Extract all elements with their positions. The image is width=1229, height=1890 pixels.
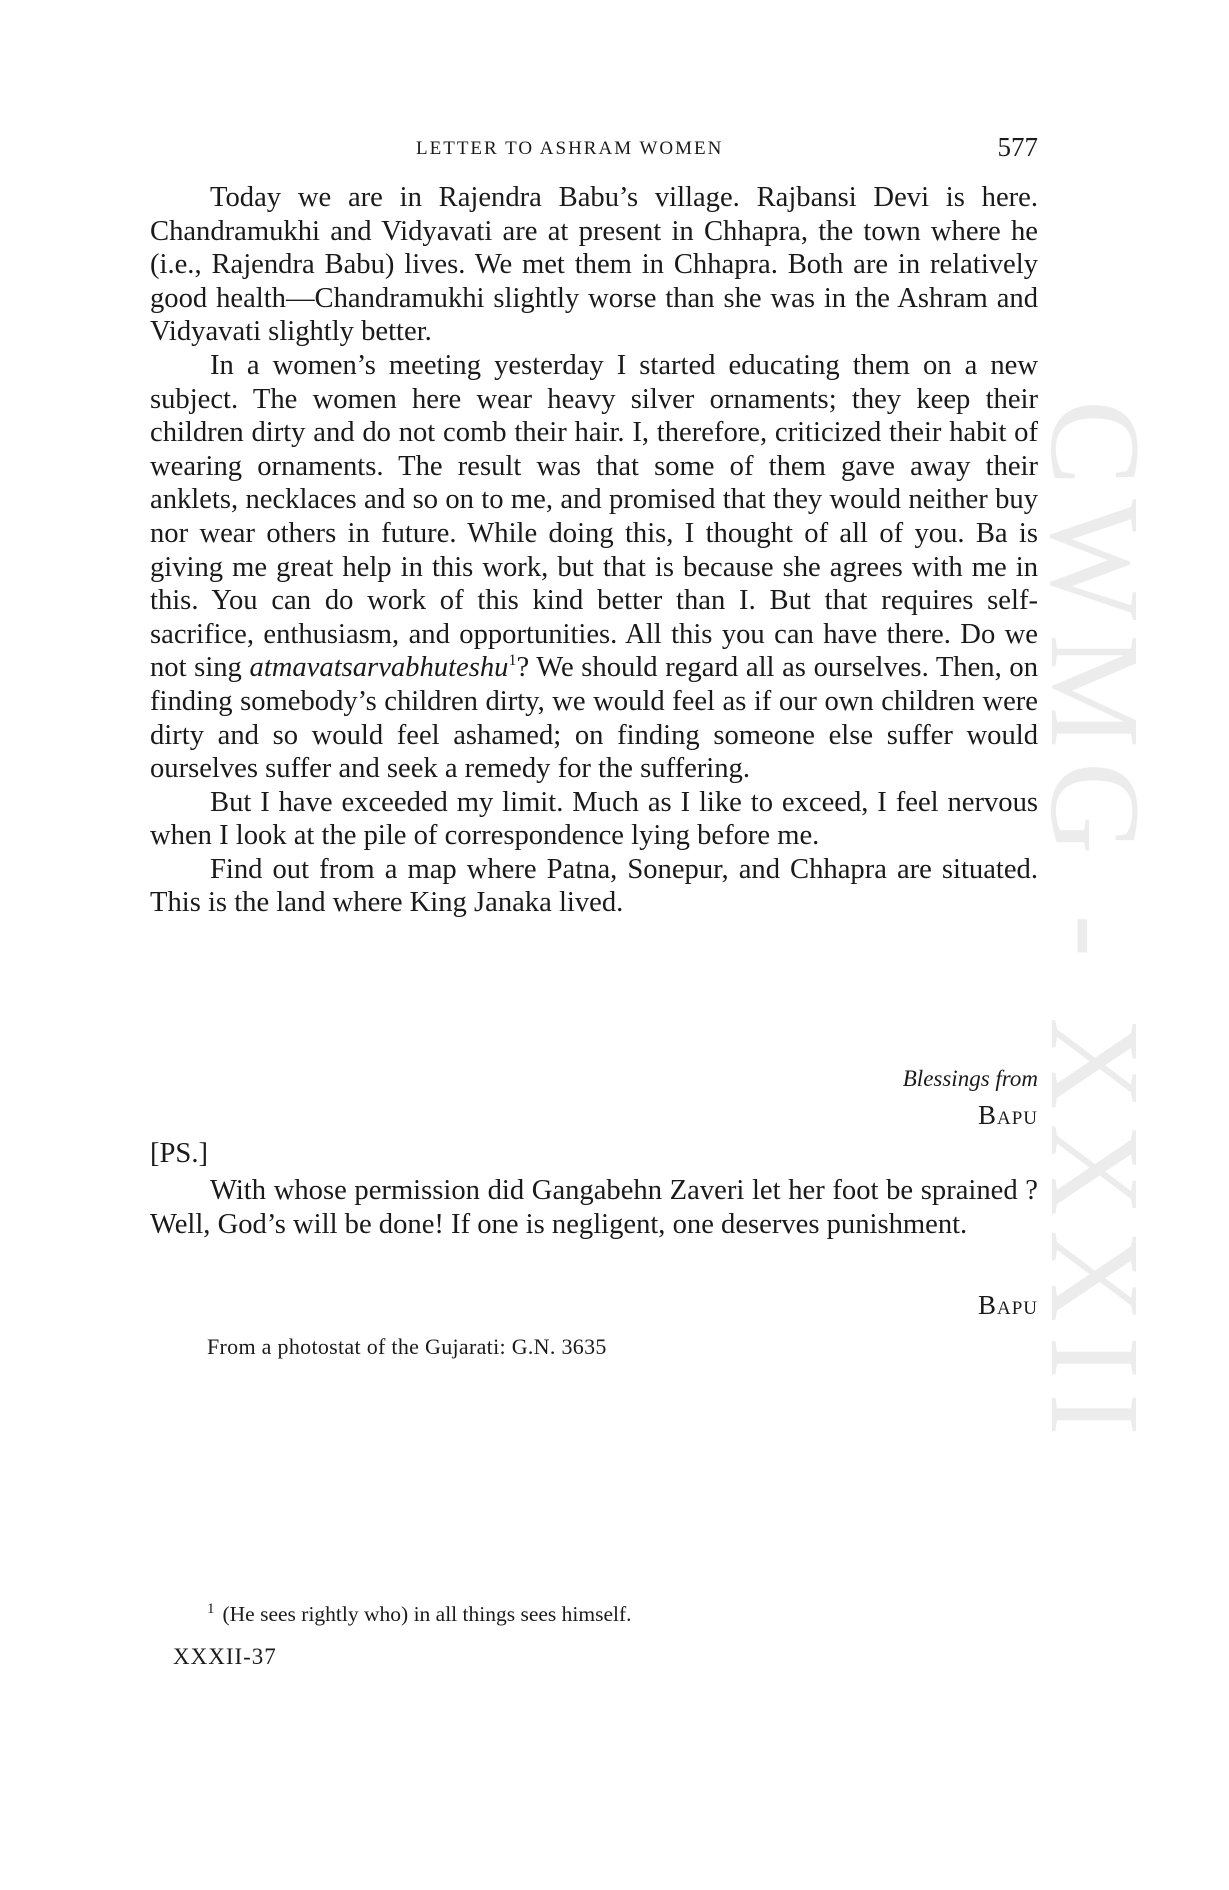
footnote-reference: 1 bbox=[508, 652, 517, 670]
paragraph-2-part-2: ? We should regard all as ourselves. Then, on finding somebody’s children dirty, we would feel as if our own children were dirty and so would feel ashamed; on finding someone else suffer would ourselves suffer and seek a remedy for the suffering. bbox=[150, 652, 1038, 785]
footnote bbox=[207, 1601, 632, 1627]
paragraph-2-part-1: In a women’s meeting yesterday I started educating them on a new subject. The women here wear heavy silver ornaments; they keep their children dirty and do not comb their hair. I, therefore, criticized their habit of wearing ornaments. The result was that some of them gave away their anklets, necklaces and so on to me, and promised that they would neither buy nor wear others in future. While doing this, I thought of all of you. Ba is giving me great help in this work, but that is because she agrees with me in this. You can do work of this kind better than I. But that requires self-sacrifice, enthusiasm, and opportunities. All this you can have there. Do we not sing bbox=[150, 349, 1038, 684]
postscript-signature: Bapu bbox=[977, 1290, 1038, 1320]
letter-body bbox=[150, 181, 1038, 920]
paragraph-2 bbox=[150, 349, 1038, 786]
watermark: CWMG - XXXII bbox=[1024, 400, 1166, 1450]
signature: Bapu bbox=[977, 1100, 1038, 1130]
footnote-number: 1 bbox=[207, 1601, 215, 1617]
page-number: 577 bbox=[997, 132, 1038, 162]
sanskrit-term: atmavatsarvabhuteshu bbox=[249, 652, 509, 684]
postscript bbox=[150, 1174, 1038, 1241]
source-note: From a photostat of the Gujarati: G.N. 3635 bbox=[207, 1334, 607, 1359]
paragraph-4: Find out from a map where Patna, Sonepur, and Chhapra are situated. This is the land where King Janaka lived. bbox=[150, 853, 1038, 919]
blessings-line: Blessings from bbox=[902, 1066, 1038, 1091]
signature-mark: XXXII-37 bbox=[173, 1644, 277, 1669]
running-title: LETTER TO ASHRAM WOMEN bbox=[416, 138, 724, 159]
footnote-text: (He sees rightly who) in all things sees himself. bbox=[222, 1602, 632, 1626]
paragraph-1: Today we are in Rajendra Babu’s village. Rajbansi Devi is here. Chandramukhi and Vidyavati are at present in Chhapra, the town where he (i.e., Rajendra Babu) lives. We met them in Chhapra. Both are in relatively good health—Chandramukhi slightly worse than she was in the Ashram and Vidyavati slightly better. bbox=[150, 182, 1038, 348]
running-header bbox=[150, 132, 1038, 166]
paragraph-3: But I have exceeded my limit. Much as I like to exceed, I feel nervous when I look at the pile of correspondence lying before me. bbox=[150, 786, 1038, 852]
postscript-text: With whose permission did Gangabehn Zaveri let her foot be sprained ? Well, God’s will be done! If one is negligent, one deserves punishment. bbox=[150, 1175, 1038, 1240]
ps-label: [PS.] bbox=[150, 1138, 208, 1169]
